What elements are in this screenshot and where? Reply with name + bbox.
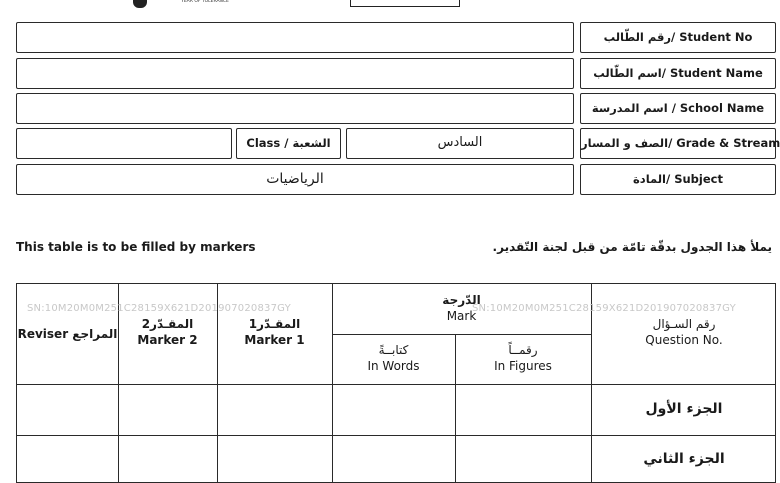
marker1-header xyxy=(217,316,332,348)
class-label: Class / الشعبة xyxy=(236,128,341,159)
table-divider xyxy=(17,384,775,385)
mark-ar: الدّرجة xyxy=(442,293,481,307)
marker2-ar: المقـدّر2 xyxy=(141,317,194,331)
question-en: Question No. xyxy=(645,333,723,347)
school-name-field[interactable] xyxy=(16,93,574,124)
student-no-label: رقم الطّالب/ Student No xyxy=(580,22,776,53)
school-name-label: اسم المدرسة / School Name xyxy=(580,93,776,124)
table-divider xyxy=(332,334,591,335)
grade-field[interactable] xyxy=(346,128,574,159)
student-no-field[interactable] xyxy=(16,22,574,53)
table-row-label: الجزء الثاني xyxy=(643,451,725,467)
in-figures-header xyxy=(455,342,591,374)
serial-watermark: SN:10M20M0M251C28159X621D201907020837GY xyxy=(472,303,736,314)
logo-subtext: YEAR OF TOLERANCE xyxy=(181,0,229,4)
grade-label: الصف و المسار/ Grade & Stream xyxy=(580,128,776,159)
marker2-header xyxy=(118,316,217,348)
student-name-label: اسم الطّالب/ Student Name xyxy=(580,58,776,89)
mark-header xyxy=(332,292,591,324)
in-words-en: In Words xyxy=(367,359,420,373)
mark-en: Mark xyxy=(446,309,477,323)
reviser-ar: المراجع xyxy=(72,327,118,341)
ministry-logo-icon xyxy=(133,0,147,8)
markers-note-arabic: يملأ هذا الجدول بدقّة تامّة من قبل لجنة التّقدير. xyxy=(492,240,772,254)
question-no-header xyxy=(591,316,777,348)
markers-table xyxy=(16,283,776,483)
student-name-field[interactable] xyxy=(16,58,574,89)
marker2-en: Marker 2 xyxy=(137,333,198,347)
marker1-en: Marker 1 xyxy=(244,333,305,347)
in-figures-ar: رقمــاً xyxy=(508,343,538,357)
subject-label: المادة/ Subject xyxy=(580,164,776,195)
reviser-en: Reviser xyxy=(17,327,69,341)
in-words-ar: كتابــةً xyxy=(378,343,409,357)
academic-year-box xyxy=(350,0,460,7)
table-divider xyxy=(17,435,775,436)
table-row-label: الجزء الأول xyxy=(645,401,723,417)
serial-watermark: SN:10M20M0M251C28159X621D201907020837GY xyxy=(27,303,291,314)
subject-field[interactable] xyxy=(16,164,574,195)
in-figures-en: In Figures xyxy=(494,359,552,373)
in-words-header xyxy=(332,342,455,374)
subject-value: الرياضيات xyxy=(266,171,324,187)
class-field[interactable] xyxy=(16,128,232,159)
marker1-ar: المقـدّر1 xyxy=(248,317,301,331)
question-ar: رقم السـؤال xyxy=(652,317,716,331)
grade-value: السادس xyxy=(437,135,483,150)
markers-note-english: This table is to be filled by markers xyxy=(16,240,256,254)
reviser-header xyxy=(17,326,118,342)
header-strip xyxy=(0,0,780,14)
